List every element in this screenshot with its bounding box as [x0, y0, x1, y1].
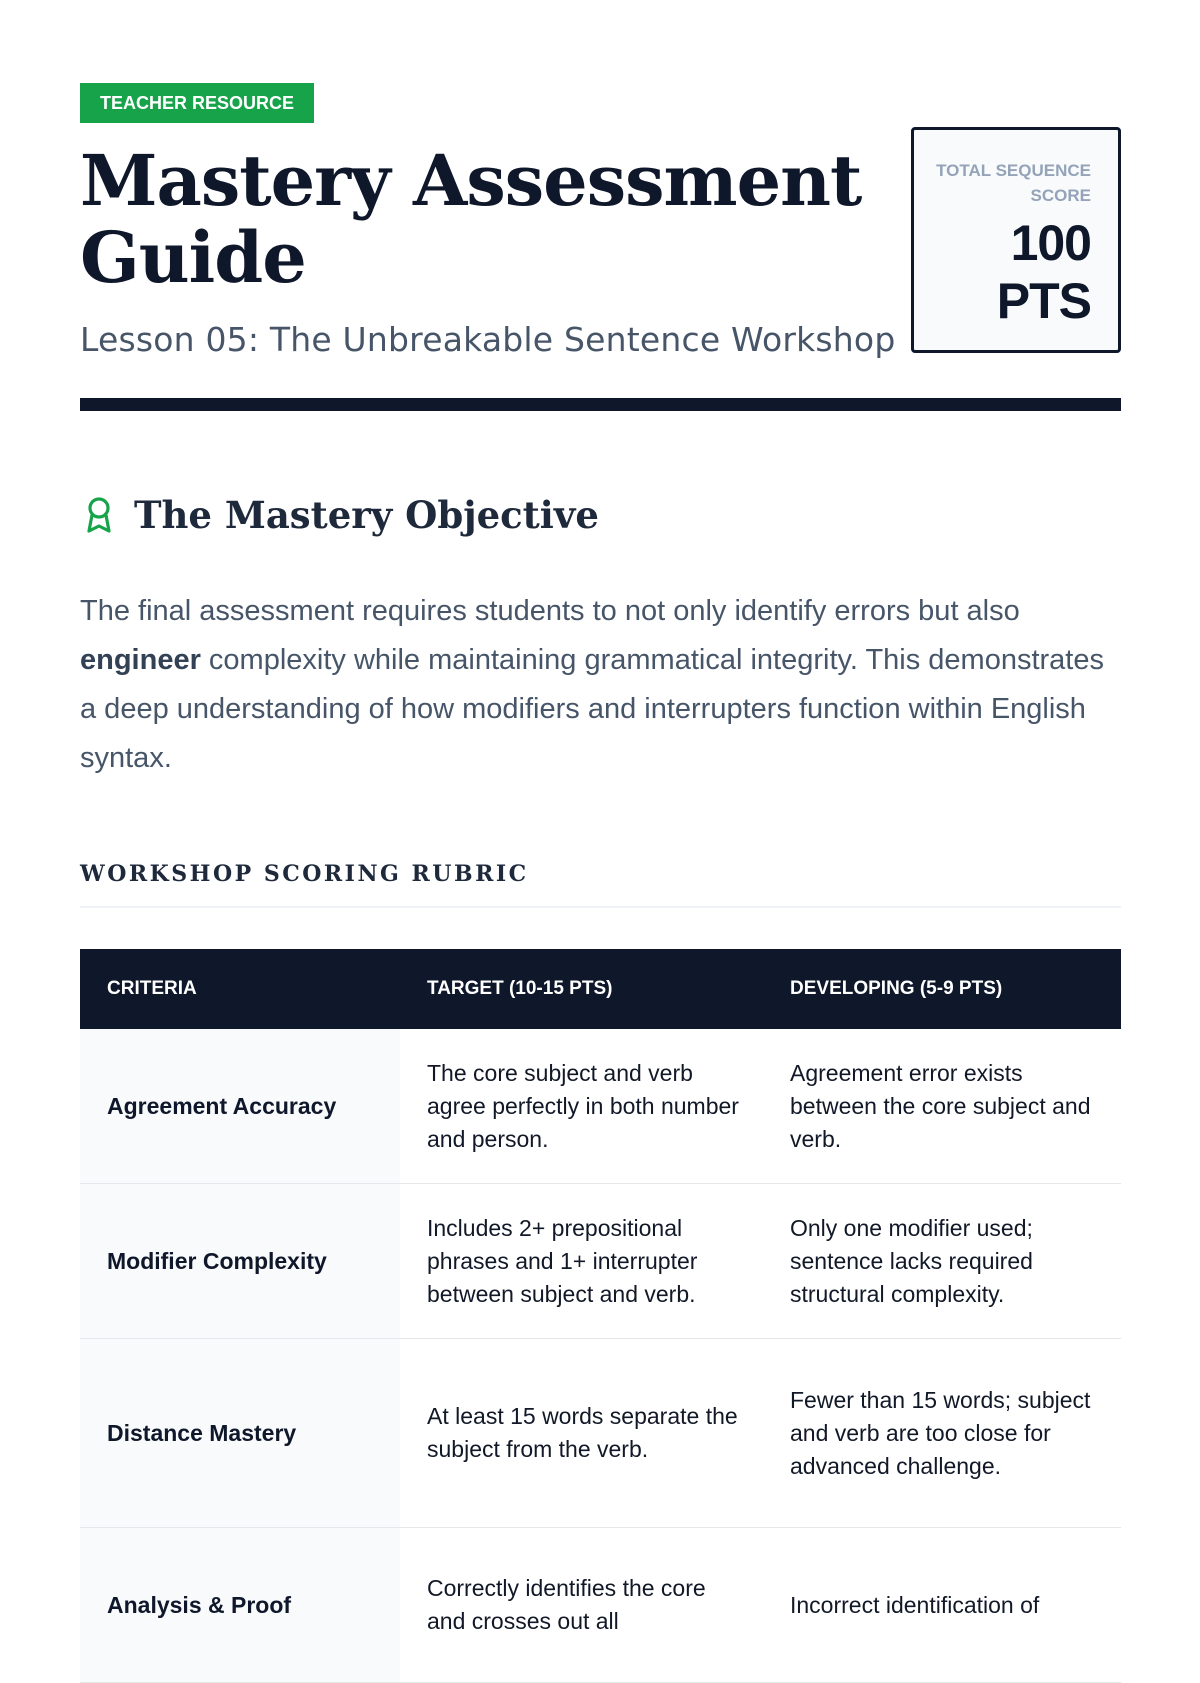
- column-header-criteria: CRITERIA: [80, 949, 400, 1029]
- target-cell: At least 15 words separate the subject from the verb.: [400, 1339, 763, 1528]
- criteria-cell: Agreement Accuracy: [80, 1029, 400, 1184]
- table-row: [80, 1528, 1121, 1683]
- developing-cell: Fewer than 15 words; subject and verb are too close for advanced challenge.: [763, 1339, 1121, 1528]
- score-value: 100 PTS: [996, 215, 1091, 329]
- award-ribbon-icon: [80, 495, 118, 535]
- developing-cell: Incorrect identification of: [763, 1528, 1121, 1683]
- page: [80, 83, 1121, 1634]
- developing-cell: Only one modifier used; sentence lacks required structural complexity.: [763, 1184, 1121, 1339]
- column-header-target: TARGET (10-15 PTS): [400, 949, 763, 1029]
- developing-cell: Agreement error exists between the core subject and verb.: [763, 1029, 1121, 1184]
- page-subtitle: Lesson 05: The Unbreakable Sentence Workshop: [80, 320, 896, 359]
- page-title: Mastery Assessment Guide: [80, 139, 862, 299]
- objective-text-before: The final assessment requires students to not only identify errors but also: [80, 595, 1020, 627]
- objective-paragraph: [80, 587, 1121, 783]
- header-divider: [80, 398, 1121, 411]
- table-row: [80, 1339, 1121, 1528]
- target-cell: The core subject and verb agree perfectly in both number and person.: [400, 1029, 763, 1184]
- table-row: [80, 1029, 1121, 1184]
- objective-heading: The Mastery Objective: [134, 493, 599, 537]
- criteria-cell: Distance Mastery: [80, 1339, 400, 1528]
- objective-text-after: complexity while maintaining grammatical integrity. This demonstrates a deep understanding of how modifiers and interrupters function within English syntax.: [80, 644, 1104, 774]
- score-box: [911, 127, 1121, 353]
- objective-heading-row: [80, 493, 599, 537]
- target-cell: Includes 2+ prepositional phrases and 1+ interrupter between subject and verb.: [400, 1184, 763, 1339]
- rubric-heading: WORKSHOP SCORING RUBRIC: [80, 861, 529, 887]
- score-label: TOTAL SEQUENCE SCORE: [936, 161, 1091, 205]
- criteria-cell: Analysis & Proof: [80, 1528, 400, 1683]
- target-cell: Correctly identifies the core and crosses out all: [400, 1528, 763, 1683]
- objective-text-bold: engineer: [80, 644, 201, 676]
- rubric-header-row: [80, 949, 1121, 1029]
- resource-tag: TEACHER RESOURCE: [80, 83, 314, 123]
- rubric-table: [80, 949, 1121, 1683]
- criteria-cell: Modifier Complexity: [80, 1184, 400, 1339]
- header: [80, 83, 1121, 413]
- column-header-developing: DEVELOPING (5-9 PTS): [763, 949, 1121, 1029]
- rubric-divider: [80, 906, 1121, 908]
- table-row: [80, 1184, 1121, 1339]
